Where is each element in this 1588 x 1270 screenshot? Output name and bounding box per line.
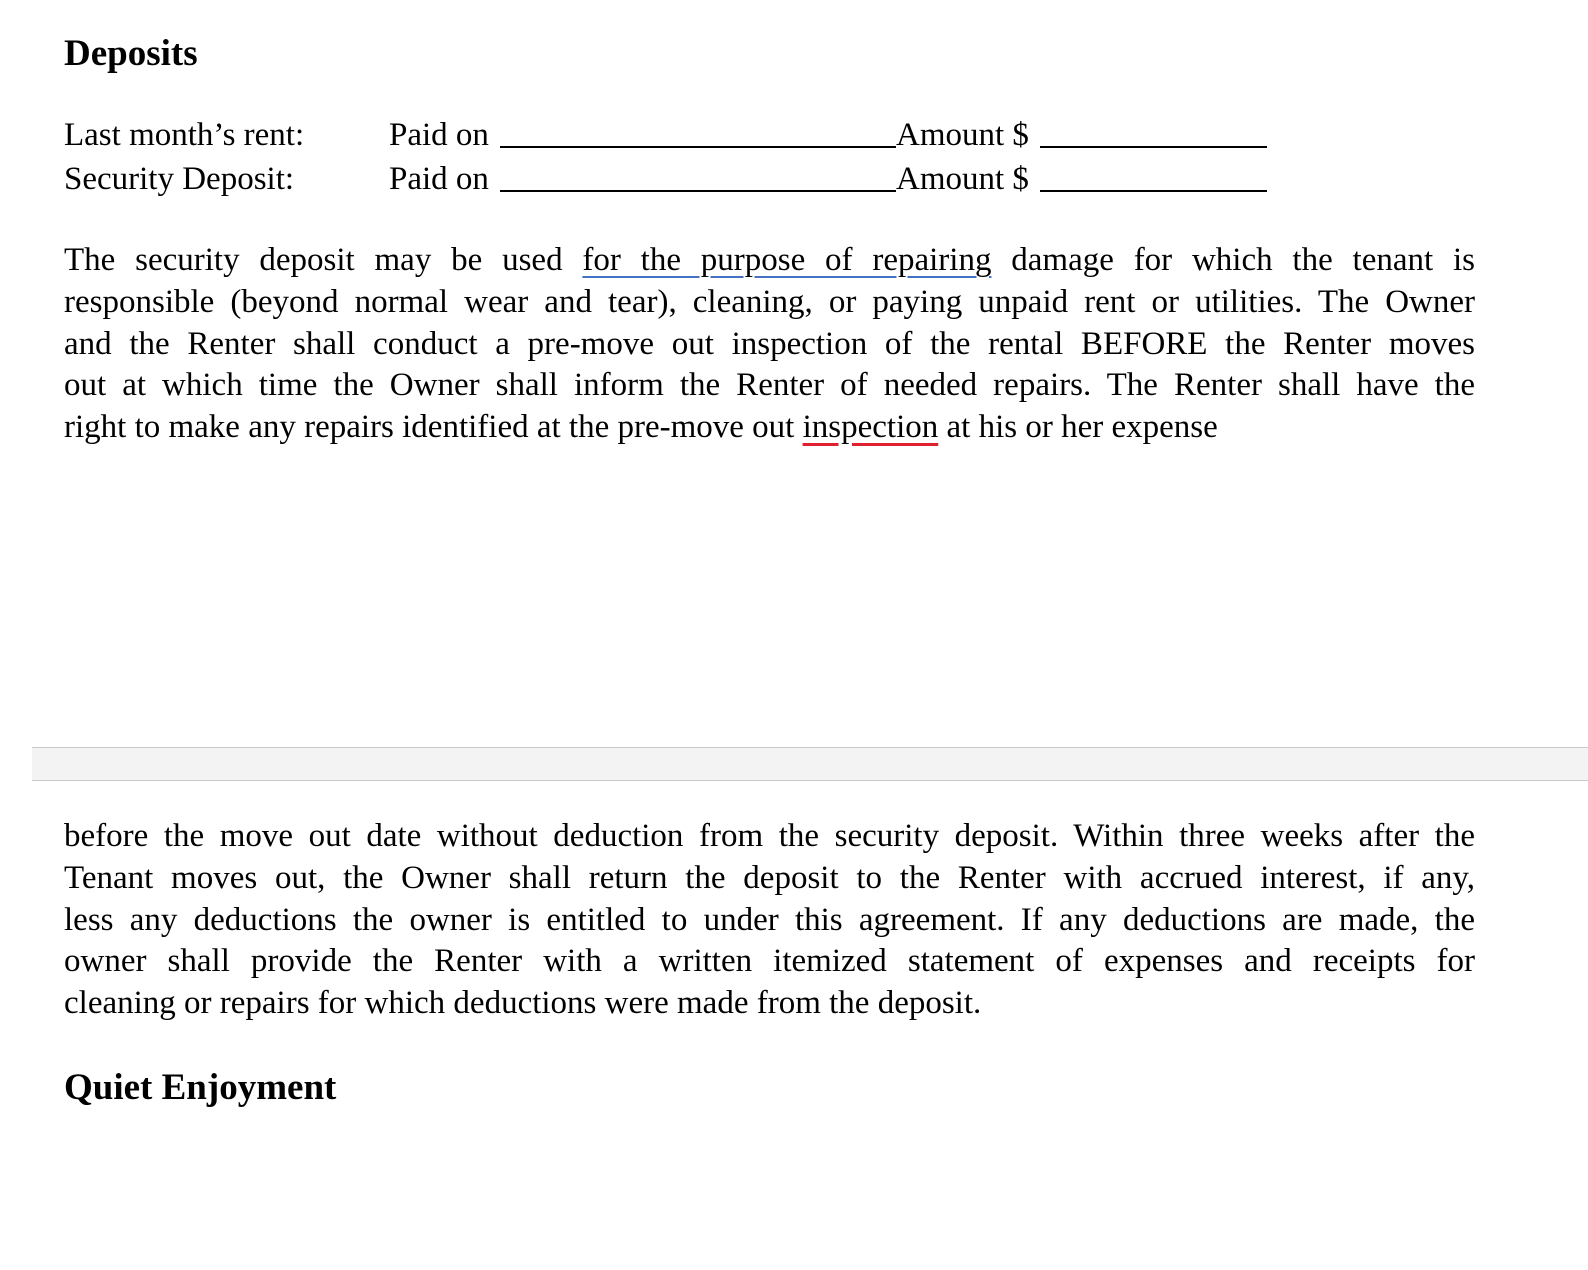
security-deposit-paragraph[interactable]	[64, 240, 1475, 449]
paragraph-line: cleaning or repairs for which deductions were made from the deposit.	[64, 985, 982, 1022]
paragraph-line: and the Renter shall conduct a pre-move out inspection of the rental BEFORE the Renter moves	[64, 325, 1475, 362]
text-run: right to make any repairs identified at the pre-move out	[64, 409, 803, 446]
text-run: The security deposit may be used	[64, 242, 583, 278]
paid-on-label: Paid on	[389, 161, 489, 197]
paid-on-date-blank[interactable]	[500, 114, 896, 148]
paragraph-line	[64, 240, 1475, 282]
paragraph-line: Tenant moves out, the Owner shall return the deposit to the Renter with accrued interest, if any,	[64, 859, 1475, 896]
quiet-enjoyment-heading: Quiet Enjoyment	[64, 1067, 337, 1108]
document-page-2[interactable]	[0, 782, 1588, 1270]
spelling-error-mark[interactable]: inspection	[802, 409, 939, 446]
text-run: damage for which the tenant is	[991, 242, 1475, 278]
text-run: at his or her expense	[938, 409, 1218, 446]
deposit-return-paragraph[interactable]	[64, 816, 1475, 1025]
amount-blank[interactable]	[1040, 114, 1267, 148]
page-break-gap	[32, 747, 1588, 781]
paragraph-line: owner shall provide the Renter with a written itemized statement of expenses and receipts for	[64, 943, 1475, 980]
deposits-heading: Deposits	[64, 33, 198, 74]
deposit-row-label: Last month’s rent:	[64, 117, 305, 153]
paid-on-date-blank[interactable]	[500, 158, 896, 192]
paragraph-line: before the move out date without deduction from the security deposit. Within three weeks after the	[64, 818, 1475, 854]
grammar-suggestion-mark[interactable]: for the purpose of repairing	[582, 242, 992, 278]
deposit-row-last-month-rent	[64, 114, 1274, 156]
paragraph-line	[64, 407, 1475, 449]
paragraph-line: out at which time the Owner shall inform the Renter of needed repairs. The Renter shall have the	[64, 367, 1475, 404]
paragraph-line: less any deductions the owner is entitled to under this agreement. If any deductions are made, the	[64, 901, 1475, 938]
amount-label: Amount $	[896, 161, 1029, 197]
paid-on-label: Paid on	[389, 117, 489, 153]
deposit-row-label: Security Deposit:	[64, 161, 295, 197]
amount-label: Amount $	[896, 117, 1029, 153]
deposit-row-security-deposit	[64, 158, 1274, 200]
amount-blank[interactable]	[1040, 158, 1267, 192]
paragraph-line: responsible (beyond normal wear and tear), cleaning, or paying unpaid rent or utilities. The Owner	[64, 283, 1475, 320]
